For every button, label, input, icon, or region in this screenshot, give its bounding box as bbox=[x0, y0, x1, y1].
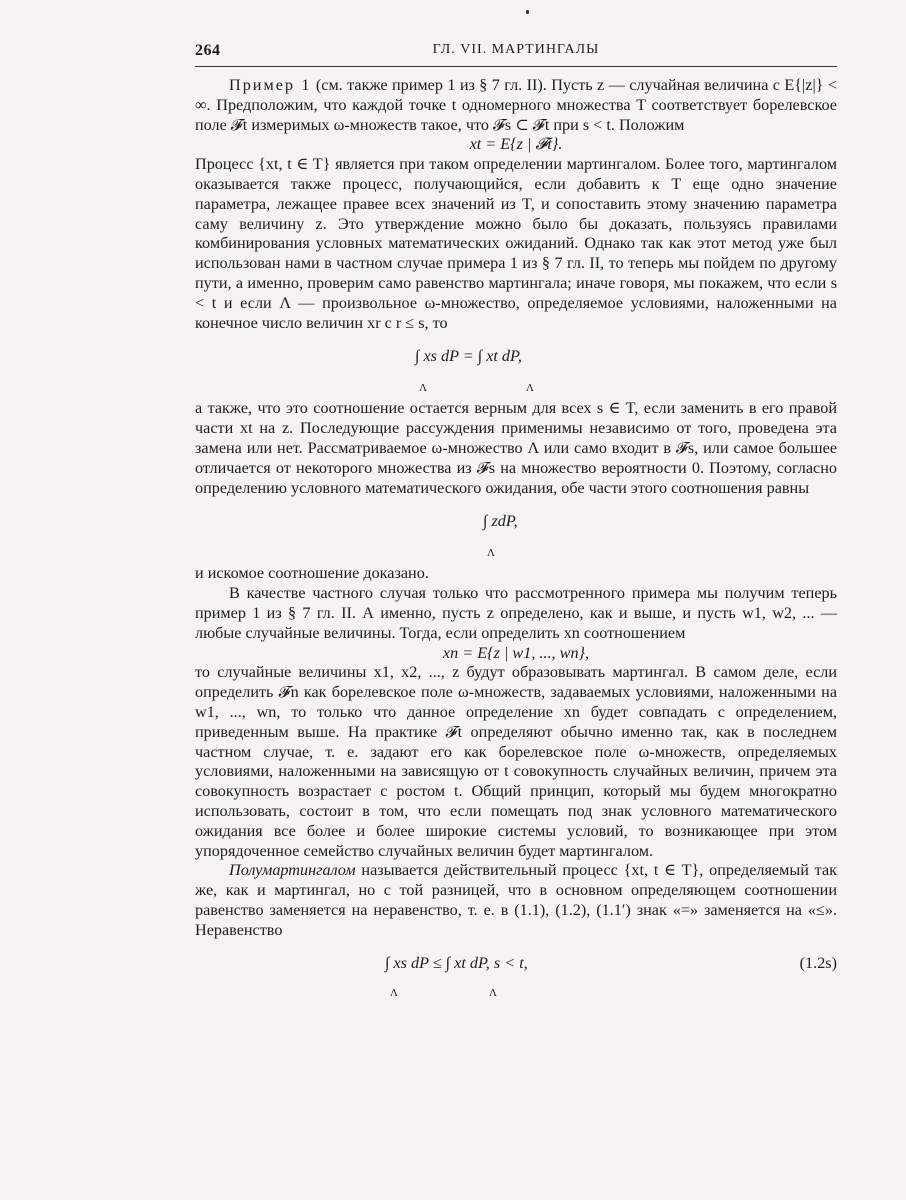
paragraph-example bbox=[195, 76, 837, 135]
formula-conditional-expectation: xt = E{z | 𝓕t}. bbox=[469, 135, 563, 154]
lambda-subscript: Λ bbox=[526, 382, 534, 395]
print-speck bbox=[526, 10, 529, 14]
lambda-subscript: Λ bbox=[487, 547, 495, 560]
paragraph-proved: и искомое соотношение доказано. bbox=[195, 564, 429, 583]
formula-integral-z-text: ∫ zdP, bbox=[483, 512, 518, 531]
lambda-subscript: Λ bbox=[390, 987, 398, 1000]
formula-semimartingale-inequality bbox=[195, 948, 837, 998]
semimartingale-text: называется действительный процесс {xt, t ∈ T}, определяемый так же, как и мартингал, но с той разницей, что в основном определяющем соотношении равенство заменяется на неравенство, т. е. в (1.1), (1.2), (1.1′) знак «=» заменяется на «≤». Неравенство bbox=[195, 861, 837, 939]
formula-integral-text: ∫ xs dP = ∫ xt dP, bbox=[415, 347, 522, 366]
body-text bbox=[195, 76, 837, 998]
semimartingale-term: Полумартингалом bbox=[229, 861, 356, 880]
paragraph-special-case: В качестве частного случая только что рассмотренного примера мы получим теперь пример 1 из § 7 гл. II. А именно, пусть z определено, как и выше, и пусть w1, w2, ... — любые случайные величины. Тогда, если определить xn соотношением bbox=[195, 584, 837, 642]
formula-xn: xn = E{z | w1, ..., wn}, bbox=[442, 643, 590, 662]
formula-inequality-text: ∫ xs dP ≤ ∫ xt dP, s < t, bbox=[385, 954, 528, 973]
paragraph-martingale-process: Процесс {xt, t ∈ T} является при таком определении мартингалом. Более того, мартингалом оказывается также процесс, получающийся, если добавить к T еще одно значение параметра, лежащее правее всех значений из T, и сопоставить этому значению параметра саму величину z. Это утверждение можно было бы доказать, пользуясь правилами комбинирования условных математических ожиданий. Однако так как этот метод уже был использован нами в частном случае примера 1 из § 7 гл. II, то теперь мы пойдем по другому пути, а именно, проверим само равенство мартингала; иначе говоря, мы покажем, что если s < t и если Λ — произвольное ω-множество, определяемое условиями, наложенными на конечное число величин xr с r ≤ s, то bbox=[195, 155, 837, 332]
lambda-subscript: Λ bbox=[419, 382, 427, 395]
example-text: (см. также пример 1 из § 7 гл. II). Пусть z — случайная величина с E{|z|} < ∞. Предположим, что каждой точке t одномерного множества T соответствует борелевское поле 𝓕t измеримых ω-множеств такое, что 𝓕s ⊂ 𝓕t при s < t. Положим bbox=[195, 76, 837, 134]
header-rule bbox=[195, 66, 837, 67]
formula-martingale-equality bbox=[195, 339, 837, 393]
paragraph-semimartingale bbox=[195, 861, 837, 940]
paragraph-general-principle: то случайные величины x1, x2, ..., z будут образовывать мартингал. В самом деле, если определить 𝓕n как борелевское поле ω-множеств, задаваемых условиями, наложенными на w1, ..., wn, то только что данное определение xn будет совпадать с определением, приведенным выше. На практике 𝓕t определяют обычно именно так, как в последнем частном случае, т. е. задают его как борелевское поле ω-множеств, определяемых условиями, наложенными на зависящую от t совокупность случайных величин, причем эта совокупность возрастает с ростом t. Общий принцип, который мы будем многократно использовать, состоит в том, что если помещать под знак условного математического ожидания все более и более широкие системы условий, то возникающее при этом упорядоченное семейство случайных величин будет мартингалом. bbox=[195, 663, 837, 860]
running-header bbox=[195, 40, 837, 64]
example-label: Пример 1 bbox=[229, 76, 312, 94]
equation-number: (1.2s) bbox=[799, 954, 837, 973]
page-number: 264 bbox=[195, 42, 221, 59]
paragraph-proof: а также, что это соотношение остается верным для всех s ∈ T, если заменить в его правой части xt на z. Последующие рассуждения применимы независимо от того, проведена эта замена или нет. Рассматриваемое ω-множество Λ или само входит в 𝓕s, или самое большее отличается от некоторого множества из 𝓕s на множество вероятности 0. Поэтому, согласно определению условного математического ожидания, обе части этого соотношения равны bbox=[195, 399, 837, 497]
formula-integral-z bbox=[195, 502, 837, 560]
chapter-title: ГЛ. VII. МАРТИНГАЛЫ bbox=[432, 42, 600, 57]
lambda-subscript: Λ bbox=[489, 987, 497, 1000]
